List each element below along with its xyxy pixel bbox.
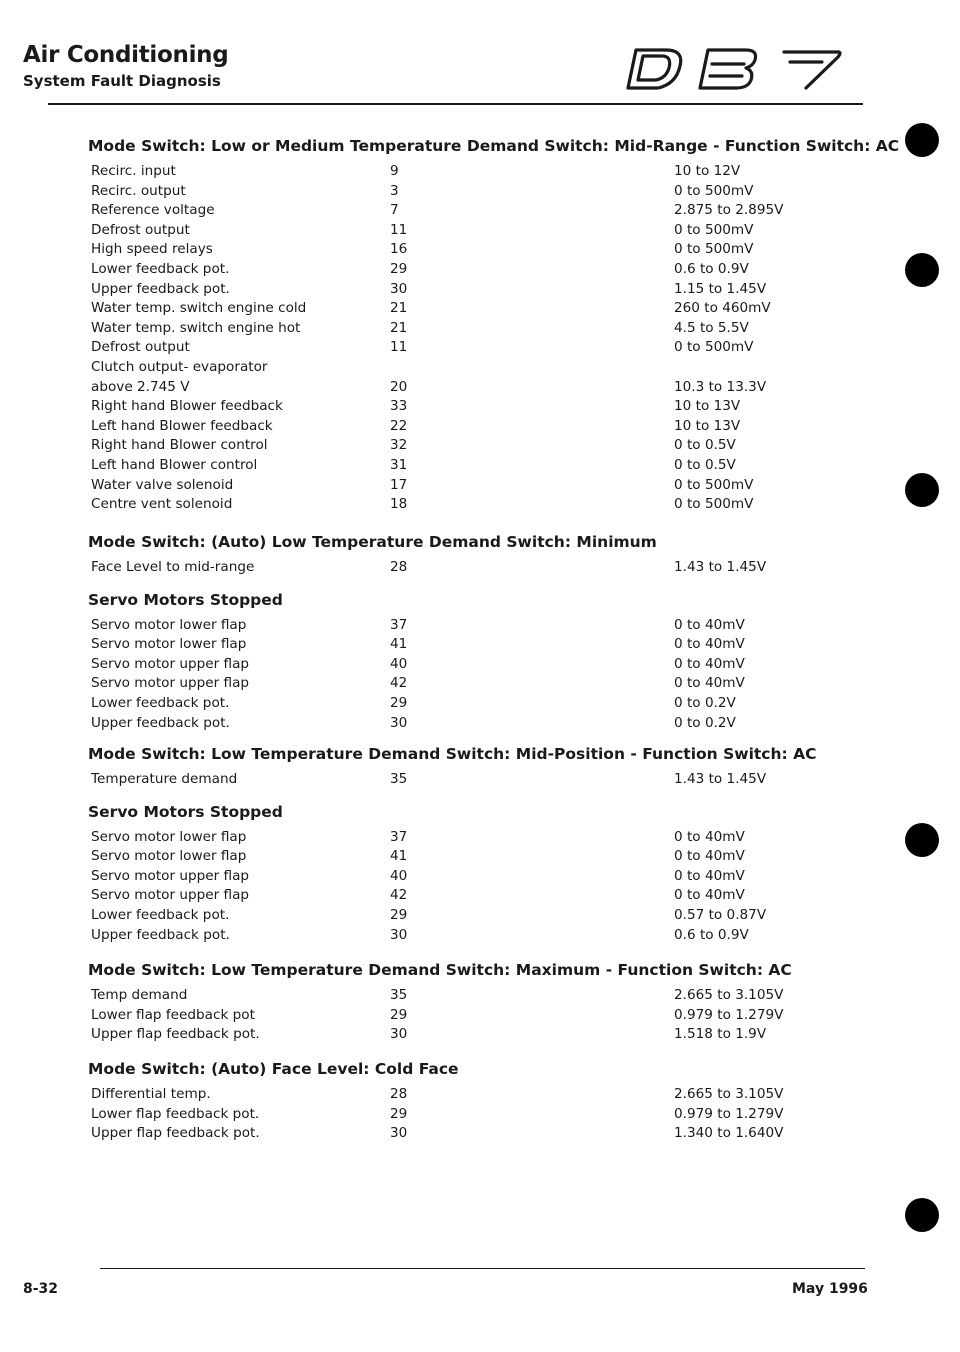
- section-title: Mode Switch: (Auto) Low Temperature Demand Switch: Minimum: [88, 533, 657, 551]
- binder-hole: [905, 253, 939, 287]
- table-row: Lower flap feedback pot. 29 0.979 to 1.279V: [91, 1105, 784, 1122]
- db7-logo: [618, 44, 848, 92]
- table-row: Upper feedback pot. 30 1.15 to 1.45V: [91, 280, 767, 297]
- table-row: Right hand Blower control 32 0 to 0.5V: [91, 437, 736, 454]
- section-auto-minimum: [88, 530, 868, 733]
- table-row: Clutch output- evaporator: [91, 358, 268, 375]
- subsection-title: Servo Motors Stopped: [88, 590, 283, 609]
- table-row: Upper feedback pot. 30 0 to 0.2V: [91, 714, 736, 731]
- table-row: Servo motor upper flap 40 0 to 40mV: [91, 867, 745, 884]
- table-row: Face Level to mid-range 28 1.43 to 1.45V: [91, 559, 767, 575]
- table-row: Servo motor lower flap 37 0 to 40mV: [91, 616, 745, 633]
- table-row: Recirc. output 3 0 to 500mV: [91, 182, 754, 199]
- section-mid-range-ac: [88, 134, 900, 515]
- page-number: 8-32: [23, 1281, 59, 1297]
- table-row: High speed relays 16 0 to 500mV: [91, 241, 754, 258]
- binder-hole: [905, 123, 939, 157]
- table-row: Water temp. switch engine cold 21 260 to 460mV: [91, 300, 771, 317]
- table-row: Lower feedback pot. 29 0.6 to 0.9V: [91, 260, 749, 277]
- table-row: Upper feedback pot. 30 0.6 to 0.9V: [91, 926, 749, 943]
- table-row: Recirc. input 9 10 to 12V: [91, 163, 741, 179]
- table-row: Centre vent solenoid 18 0 to 500mV: [91, 496, 754, 513]
- table-row: Upper flap feedback pot. 30 1.518 to 1.9V: [91, 1026, 767, 1043]
- table-row: Differential temp. 28 2.665 to 3.105V: [91, 1086, 784, 1102]
- table-row: Servo motor upper flap 42 0 to 40mV: [91, 887, 745, 904]
- table-row: Servo motor lower flap 41 0 to 40mV: [91, 848, 745, 865]
- table-row: Right hand Blower feedback 33 10 to 13V: [91, 398, 741, 415]
- table-row: Servo motor upper flap 40 0 to 40mV: [91, 655, 745, 672]
- section-title: Mode Switch: Low Temperature Demand Switch: Maximum - Function Switch: AC: [88, 961, 792, 979]
- table-row: Lower feedback pot. 29 0.57 to 0.87V: [91, 906, 767, 923]
- page-subtitle: System Fault Diagnosis: [23, 72, 221, 90]
- section-title: Mode Switch: Low Temperature Demand Switch: Mid-Position - Function Switch: AC: [88, 745, 817, 763]
- table-row: Upper flap feedback pot. 30 1.340 to 1.640V: [91, 1125, 784, 1142]
- section-mid-position-ac: [88, 742, 868, 945]
- table-row: Lower flap feedback pot 29 0.979 to 1.279V: [91, 1006, 784, 1023]
- table-row: Lower feedback pot. 29 0 to 0.2V: [91, 694, 736, 711]
- section-maximum-ac: [88, 958, 868, 1045]
- table-row: Servo motor lower flap 41 0 to 40mV: [91, 636, 745, 653]
- footer-rule: [100, 1268, 865, 1269]
- table-row: Left hand Blower control 31 0 to 0.5V: [91, 456, 736, 473]
- page-title: Air Conditioning: [23, 42, 229, 68]
- table-row: Servo motor lower flap 37 0 to 40mV: [91, 828, 745, 845]
- table-row: Water valve solenoid 17 0 to 500mV: [91, 476, 754, 493]
- section-title: Mode Switch: Low or Medium Temperature Demand Switch: Mid-Range - Function Switch: AC: [88, 137, 900, 155]
- section-auto-cold-face: [88, 1057, 868, 1144]
- header-rule: [48, 103, 863, 105]
- table-row: Left hand Blower feedback 22 10 to 13V: [91, 417, 741, 434]
- binder-hole: [905, 473, 939, 507]
- binder-hole: [905, 823, 939, 857]
- table-row: Temp demand 35 2.665 to 3.105V: [91, 987, 784, 1003]
- table-row: Water temp. switch engine hot 21 4.5 to 5.5V: [91, 319, 749, 336]
- table-row: Temperature demand 35 1.43 to 1.45V: [91, 771, 767, 787]
- table-row: above 2.745 V 20 10.3 to 13.3V: [91, 378, 767, 395]
- publication-date: May 1996: [792, 1281, 868, 1297]
- table-row: Reference voltage 7 2.875 to 2.895V: [91, 202, 784, 219]
- table-row: Servo motor upper flap 42 0 to 40mV: [91, 675, 745, 692]
- subsection-title: Servo Motors Stopped: [88, 802, 283, 821]
- section-title: Mode Switch: (Auto) Face Level: Cold Face: [88, 1060, 459, 1078]
- table-row: Defrost output 11 0 to 500mV: [91, 221, 754, 238]
- table-row: Defrost output 11 0 to 500mV: [91, 339, 754, 356]
- binder-hole: [905, 1198, 939, 1232]
